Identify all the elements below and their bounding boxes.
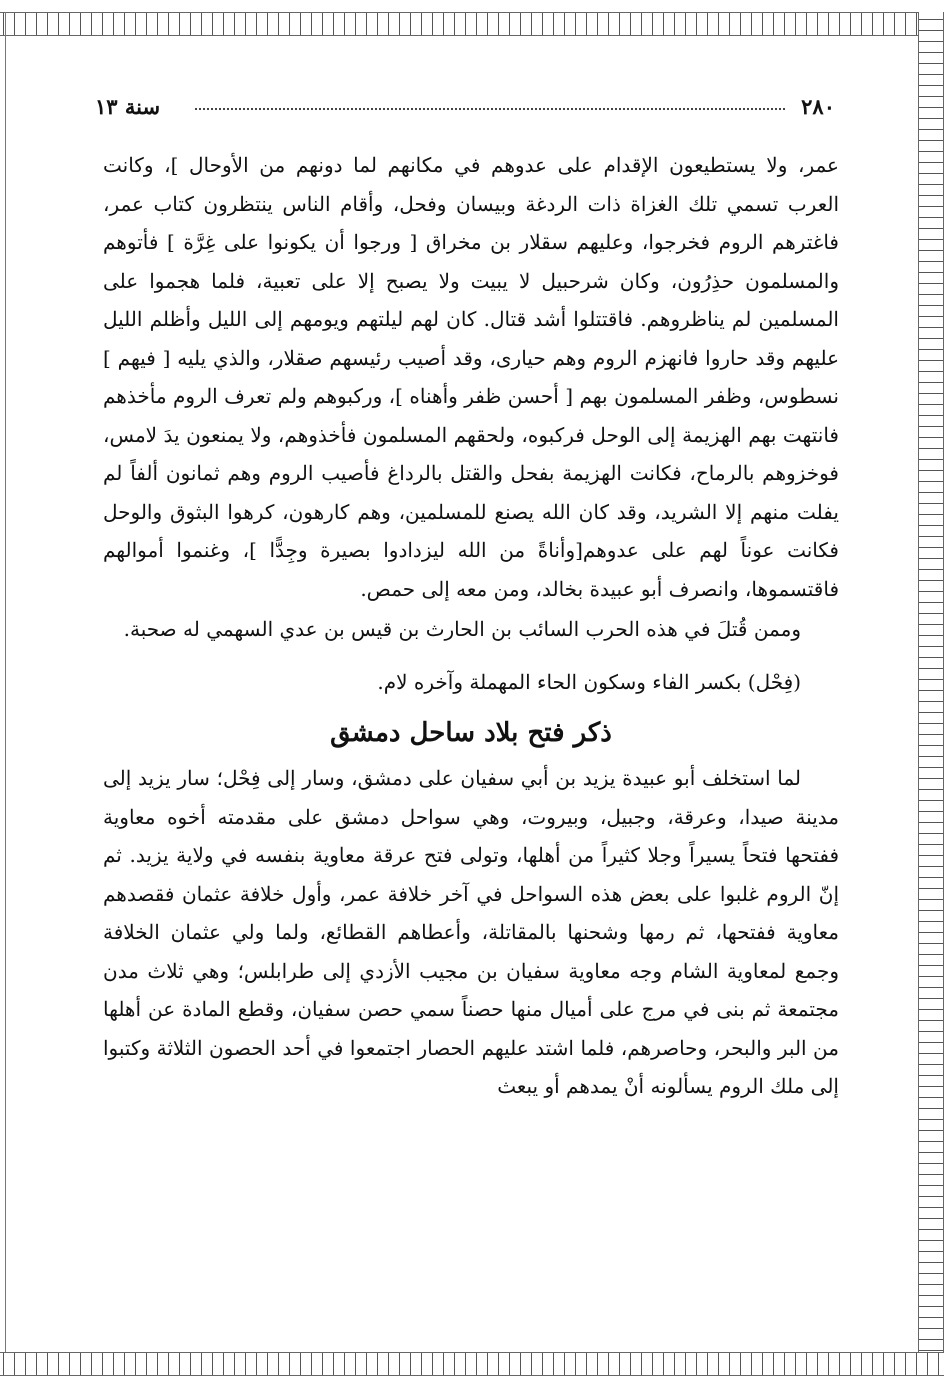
page-header [95,94,835,124]
decorative-border-left [0,12,6,1376]
page-body [103,146,839,1106]
header-dotted-rule [195,108,785,110]
paragraph-casualty: وممن قُتلَ في هذه الحرب السائب بن الحارث بن قيس بن عدي السهمي له صحبة. [123,617,801,641]
paragraph-note-fahl: (فِحْل) بكسر الفاء وسكون الحاء المهملة وآخره لام. [377,669,801,694]
decorative-border-right [918,12,944,1376]
section-title: ذكر فتح بلاد ساحل دمشق [330,718,612,748]
decorative-border-bottom [0,1352,944,1376]
decorative-border-top [0,12,944,36]
paragraph-battle-fahl: عمر، ولا يستطيعون الإقدام على عدوهم في مكانهم لما دونهم من الأوحال ]، وكانت العرب تسمي تلك الغزاة ذات الردغة وبيسان وفحل، وأقام الناس ينتظرون كتاب عمر، فاغترهم الروم فخرجوا، وعليهم سقلار بن مخراق [ ورجوا أن يكونوا على غِرَّة ] فأتوهم والمسلمون حذِرُون، وكان شرحبيل لا يبيت ولا يصبح إلا على تعبية، فلما هجموا على المسلمين لم يناظروهم. فاقتتلوا أشد قتال. كان لهم ليلتهم ويومهم إلى الليل وأظلم الليل عليهم وقد حاروا فانهزم الروم وهم حيارى، وقد أصيب رئيسهم صقلار، والذي يليه [ فيهم ] نسطوس، وظفر المسلمون بهم [ أحسن ظفر وأهناه ]، وركبوهم ولم تعرف الروم مأخذهم فانتهت بهم الهزيمة إلى الوحل فركبوه، ولحقهم المسلمون فأخذوهم، ولا يمنعون يدَ لامس، فوخزوهم بالرماح، فكانت الهزيمة بفحل والقتل بالرداغ فأصيب الروم وهم ثمانون ألفاً لم يفلت منهم إلا الشريد، وقد كان الله يصنع للمسلمين، وهم كارهون، كرهوا البثوق والوحل فكانت عوناً لهم على عدوهم[وأناةً من الله ليزدادوا بصيرة وجِدًّا ]، وغنموا أموالهم فاقتسموها، وانصرف أبو عبيدة بخالد، ومن معه إلى حمص. [103,153,839,601]
running-title: سنة ١٣ [95,94,161,119]
page-number: ٢٨٠ [801,94,835,119]
paragraph-coast-conquest: لما استخلف أبو عبيدة يزيد بن أبي سفيان على دمشق، وسار إلى فِحْل؛ سار يزيد إلى مدينة صيدا، وعرقة، وجبيل، وبيروت، وهي سواحل دمشق على مقدمته أخوه معاوية ففتحها فتحاً يسيراً وجلا كثيراً من أهلها، وتولى فتح عرقة معاوية بنفسه في ولاية يزيد. ثم إنّ الروم غلبوا على بعض هذه السواحل في آخر خلافة عمر، وأول خلافة عثمان فقصدهم معاوية ففتحها، ثم رمها وشحنها بالمقاتلة، وأعطاهم القطائع، ولما ولي عثمان الخلافة وجمع لمعاوية الشام وجه معاوية سفيان بن مجيب الأزدي إلى طرابلس؛ وهي ثلاث مدن مجتمعة ثم بنى في مرج على أميال منها حصناً سمي حصن سفيان، وقطع المادة عن أهلها من البر والبحر، وحاصرهم، فلما اشتد عليهم الحصار اجتمعوا في أحد الحصون الثلاثة وكتبوا إلى ملك الروم يسألونه أنْ يمدهم أو يبعث [103,766,839,1098]
